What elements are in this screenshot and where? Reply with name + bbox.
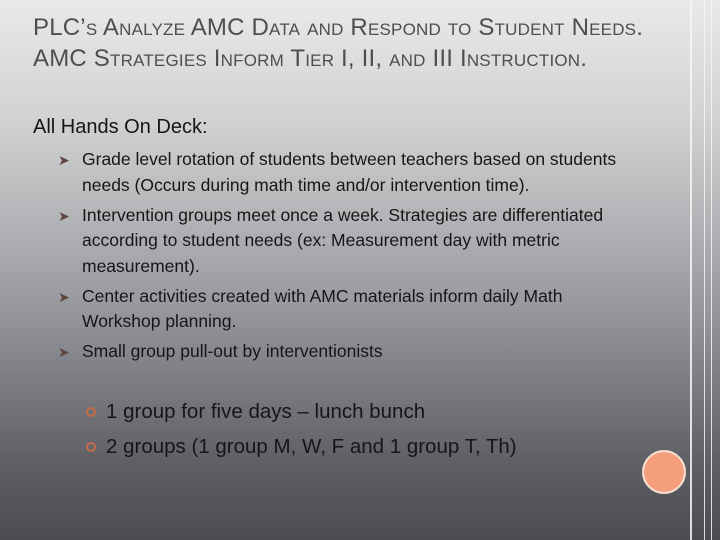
list-item [86, 429, 646, 464]
ring-bullet-icon [86, 442, 96, 452]
list-item [58, 339, 618, 365]
frame-line [690, 0, 692, 540]
bullet-arrow-icon: ➤ [58, 152, 70, 168]
bullet-arrow-icon: ➤ [58, 207, 70, 224]
bullet-text: Grade level rotation of students between teachers based on students needs (Occurs during math time and/or intervention time). [82, 149, 617, 195]
list-item [86, 394, 646, 429]
bullet-list [58, 147, 618, 369]
frame-line [711, 0, 712, 540]
sub-bullet-text: 1 group for five days – lunch bunch [106, 400, 426, 423]
sub-bullet-text: 2 groups (1 group M, W, F and 1 group T, Th) [106, 435, 517, 458]
bullet-arrow-icon: ➤ [58, 344, 70, 360]
slide-title: PLC’s Analyze AMC Data and Respond to Student Needs. AMC Strategies Inform Tier I, II, and III Instruction. [33, 14, 644, 72]
decorative-circle [642, 450, 686, 494]
sub-bullet-list [86, 394, 646, 464]
list-item [58, 203, 618, 280]
bullet-arrow-icon: ➤ [58, 288, 70, 305]
bullet-text: Intervention groups meet once a week. Strategies are differentiated according to student needs (ex: Measurement day with metric measurement). [82, 204, 604, 276]
ring-bullet-icon [86, 407, 96, 417]
bullet-text: Small group pull-out by interventionists [82, 341, 383, 361]
frame-line [704, 0, 705, 540]
bullet-text: Center activities created with AMC materials inform daily Math Workshop planning. [82, 285, 563, 331]
list-item [58, 147, 618, 198]
list-item [58, 284, 618, 335]
section-heading: All Hands On Deck: [33, 116, 208, 138]
